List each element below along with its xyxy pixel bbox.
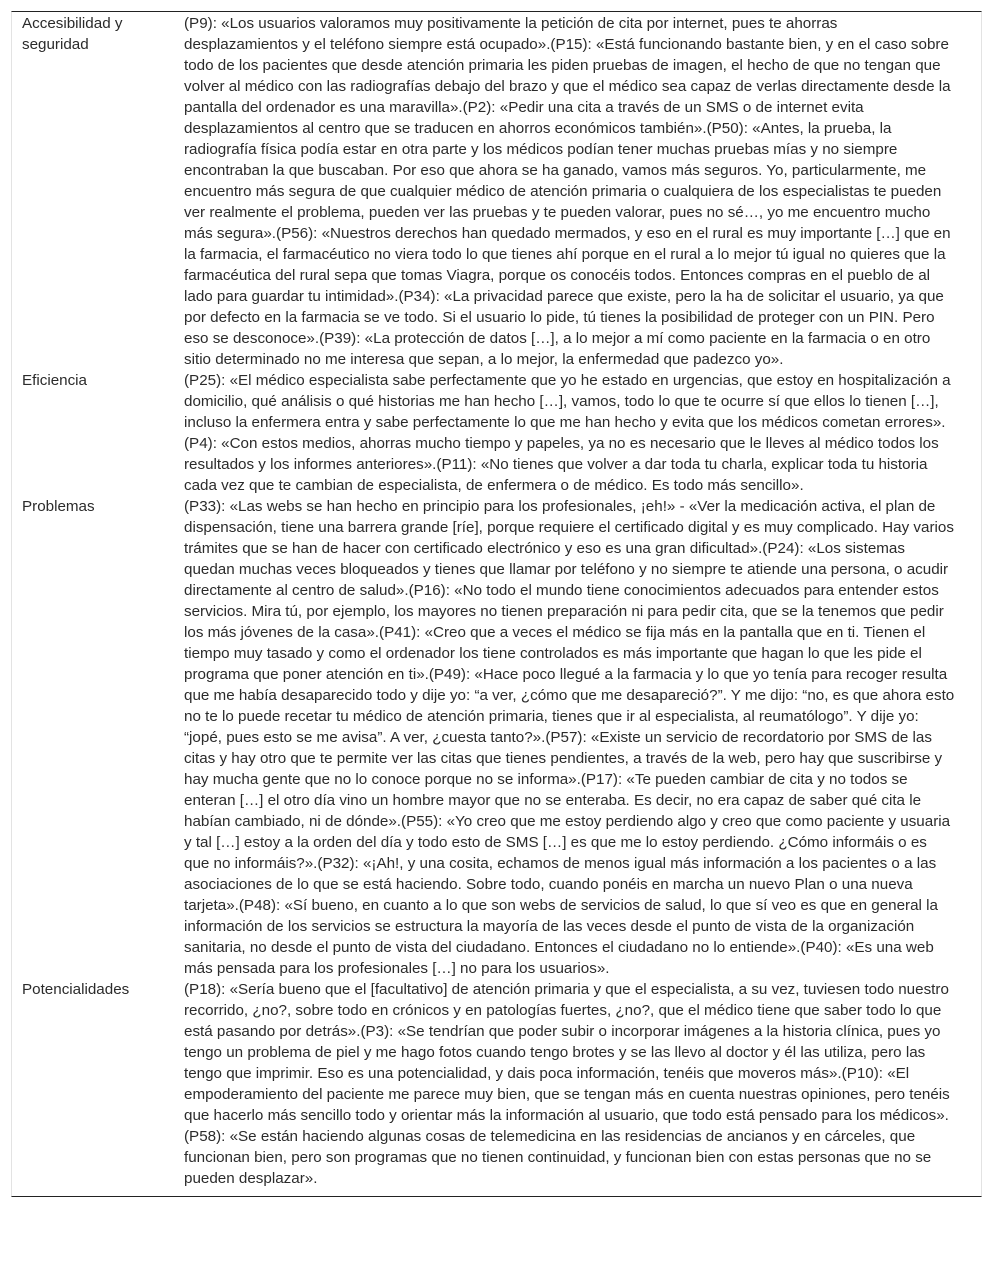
table-row-accesibilidad (12, 12, 981, 370)
quotes-table-container (11, 11, 982, 1197)
category-cell: Potencialidades (22, 981, 130, 998)
quotes-cell: (P9): «Los usuarios valoramos muy positivamente la petición de cita por internet, pues te ahorras desplazamientos y el teléfono siempre está ocupado».(P15): «Está funcionando bastante bien, y en el caso sobre todo de los pacientes que desde atención primaria les piden pruebas de imagen, el hecho de que no tengan que volver al médico con las radiografías debajo del brazo y que el médico sea capaz de verlas directamente desde la pantalla del ordenador es una maravilla».(P2): «Pedir una cita a través de un SMS o de internet evita desplazamientos al centro que se traducen en ahorros económicos también».(P50): «Antes, la prueba, la radiografía física podía estar en otra parte y los médicos podían tener muchas pruebas mías y no siempre encontraban la que buscaban. Por eso que ahora se ha ganado, vamos más seguros. Yo, particularmente, me encuentro más segura de que cualquier médico de atención primaria o cualquiera de los especialistas te pueden ver realmente el problema, pueden ver las pruebas y te pueden valorar, pues no sé…, yo me encuentro mucho más segura».(P56): «Nuestros derechos han quedado mermados, y eso en el rural es muy importante […] que en la farmacia, el farmacéutico no viera todo lo que tienes ahí porque en el rural a lo mejor tú igual no quieres que la farmacéutica del rural sepa que tomas Viagra, porque os conocéis todos. Entonces compras en el pueblo de al lado para guardar tu intimidad».(P34): «La privacidad parece que existe, pero la ha de solicitar el usuario, ya que por defecto en la farmacia se ve todo. Si el usuario lo pide, tú tienes la posibilidad de proteger con un PIN. Pero eso se desconoce».(P39): «La protección de datos […], a lo mejor a mí como paciente en la farmacia o en otro sitio determinado no me interesa que sepan, a lo mejor, la enfermedad que padezco yo». (184, 15, 951, 368)
category-cell: Accesibilidad y seguridad (22, 15, 123, 53)
table-row-potencialidades (12, 979, 981, 1196)
quotes-cell: (P33): «Las webs se han hecho en principio para los profesionales, ¡eh!» - «Ver la medicación activa, el plan de dispensación, tiene una barrera grande [ríe], porque requiere el certificado digital y es muy complicado. Hay varios trámites que se han de hacer con certificado electrónico y eso es una gran dificultad».(P24): «Los sistemas quedan muchas veces bloqueados y tienes que llamar por teléfono y no siempre te atiende una persona, o acudir directamente al centro de salud».(P16): «No todo el mundo tiene conocimientos adecuados para entender estos servicios. Mira tú, por ejemplo, los mayores no tienen preparación ni para pedir cita, que se la tenemos que pedir los más jóvenes de la casa».(P41): «Creo que a veces el médico se fija más en la pantalla que en ti. Tienen el tiempo muy tasado y como el ordenador los tiene controlados es más importante que hagan lo que les pide el programa que poner atención en ti».(P49): «Hace poco llegué a la farmacia y lo que yo tenía para recoger resulta que me había desaparecido todo y dije yo: “a ver, ¿cómo que me desapareció?”. Y me dijo: “no, es que ahora esto no te lo puede recetar tu médico de atención primaria, tienes que ir al especialista, al reumatólogo”. Y dije yo: “jopé, pues esto se me avisa”. A ver, ¿cuesta tanto?».(P57): «Existe un servicio de recordatorio por SMS de las citas y hay otro que te permite ver las citas que tienes pendientes, a través de la web, pero hay que suscribirse y hay mucha gente que no lo conoce porque no se informa».(P17): «Te pueden cambiar de cita y no todos se enteran […] el otro día vino un hombre mayor que no se enteraba. Es decir, no era capaz de saber qué cita le habían cambiado, ni de dónde».(P55): «Yo creo que me estoy perdiendo algo y creo que como paciente y usuaria y tal […] estoy a la orden del día y todo esto de SMS […] es que me lo estoy perdiendo. ¿Cómo informáis o es que no informáis?».(P32): «¡Ah!, y una cosita, echamos de menos igual más información a los pacientes o a las asociaciones de lo que se está haciendo. Sobre todo, cuando ponéis en marcha un nuevo Plan o una nueva tarjeta».(P48): «Sí bueno, en cuanto a lo que son webs de servicios de salud, lo que sí veo es que en general la información de los servicios se estructura la mayoría de las veces desde el punto de vista de la organización sanitaria, no desde el punto de vista del ciudadano. Entonces el ciudadano no lo entiende».(P40): «Es una web más pensada para los profesionales […] no para los usuarios». (184, 498, 955, 977)
table-row-problemas (12, 496, 981, 979)
quotes-cell: (P25): «El médico especialista sabe perfectamente que yo he estado en urgencias, que estoy en hospitalización a domicilio, qué análisis o qué historias me han hecho […], vamos, todo lo que te ocurre sí que ellos lo tienen […], incluso la enfermera entra y sabe perfectamente lo que me han hecho y evita que los médicos cometan errores».(P4): «Con estos medios, ahorras mucho tiempo y papeles, ya no es necesario que le lleves al médico todos los resultados y los informes anteriores».(P11): «No tienes que volver a dar toda tu charla, explicar toda tu historia cada vez que te cambian de especialista, de enfermera o de médico. Es todo más sencillo». (184, 372, 951, 494)
category-cell: Eficiencia (22, 372, 87, 389)
quotes-cell: (P18): «Sería bueno que el [facultativo] de atención primaria y que el especialista, a su vez, tuviesen todo nuestro recorrido, ¿no?, sobre todo en crónicos y en patologías fuertes, ¿no?, que el médico tiene que saber todo lo que está pasando por detrás».(P3): «Se tendrían que poder subir o incorporar imágenes a la historia clínica, pues yo tengo un problema de piel y me hago fotos cuando tengo brotes y se las llevo al doctor y él las utiliza, pero las tengo que imprimir. Eso es una potencialidad, y dais poca información, tenéis que moveros más».(P10): «El empoderamiento del paciente me parece muy bien, que se tengan más en cuenta nuestras opiniones, pero tenéis que hacerlo más sencillo todo y orientar más la información al usuario, que todo está pensado para los médicos».(P58): «Se están haciendo algunas cosas de telemedicina en las residencias de ancianos y en cárceles, que funcionan bien, pero son programas que no tienen continuidad, y funcionan bien con estas personas que no se pueden desplazar». (184, 981, 950, 1187)
quotes-table (12, 12, 981, 1196)
table-row-eficiencia (12, 370, 981, 496)
category-cell: Problemas (22, 498, 95, 515)
